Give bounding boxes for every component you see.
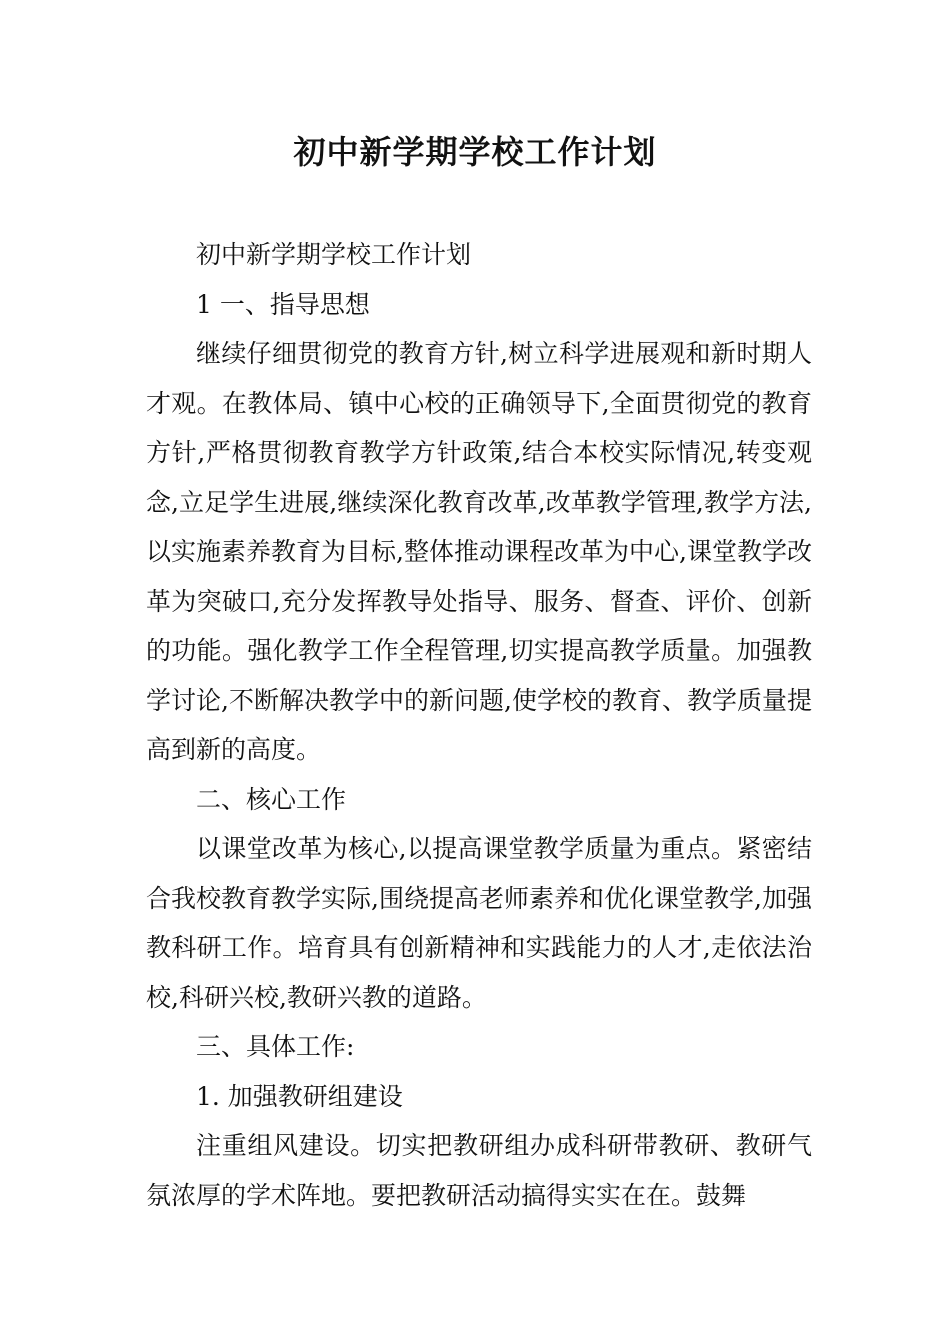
section-heading-guiding-thought: 1 一、指导思想 [196,289,370,319]
paragraph-guiding-thought: 继续仔细贯彻党的教育方针,树立科学进展观和新时期人才观。在教体局、镇中心校的正确领导下,全面贯彻党的教育方针,严格贯彻教育教学方针政策,结合本校实际情况,转变观念,立足学生进展,继续深化教育改革,改革教学管理,教学方法,以实施素养教育为目标,整体推动课程改革为中心,课堂教学改革为突破口,充分发挥教导处指导、服务、督查、评价、创新的功能。强化教学工作全程管理,切实提高教学质量。加强教学讨论,不断解决教学中的新问题,使学校的教育、教学质量提高到新的高度。 [146,339,812,764]
section-heading-specific-work: 三、具体工作: [196,1032,355,1061]
document-title: 初中新学期学校工作计划 [293,133,657,171]
document-body [146,230,812,1220]
paragraph-core-work: 以课堂改革为核心,以提高课堂教学质量为重点。紧密结合我校教育教学实际,围绕提高老师素养和优化课堂教学,加强教科研工作。培育具有创新精神和实践能力的人才,走依法治校,科研兴校,教研兴教的道路。 [146,834,812,1012]
section-heading-core-work: 二、核心工作 [196,784,347,814]
paragraph-subtitle: 初中新学期学校工作计划 [196,240,472,269]
paragraph-research-groups: 注重组风建设。切实把教研组办成科研带教研、教研气氛浓厚的学术阵地。要把教研活动搞得实实在在。鼓舞 [146,1131,812,1210]
subsection-heading-research-groups: 1. 加强教研组建设 [196,1081,403,1111]
